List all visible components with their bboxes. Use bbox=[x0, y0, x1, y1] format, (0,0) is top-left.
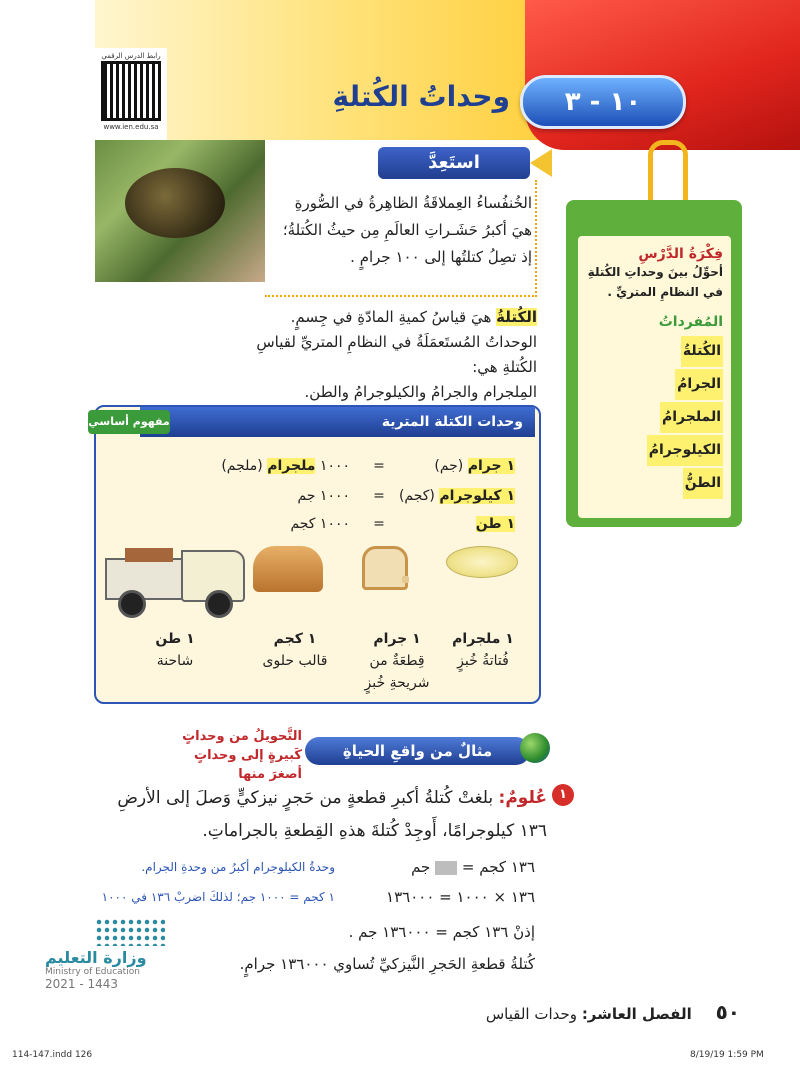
plate-icon bbox=[446, 546, 518, 578]
bread-slice-icon bbox=[362, 546, 408, 590]
unit-row-left: ١ جرام (جم) bbox=[434, 458, 515, 474]
conversion-note: التَّحويلُ من وحداتٍ كَبيرةٍ إلى وحداتٍ أصغرَ منها bbox=[182, 729, 302, 782]
arrow-icon bbox=[530, 149, 552, 177]
example-problem: عُلومٌ: بلغتْ كُتلةُ أكبرِ قطعةٍ من حَجرٍ نيزكيٍّ وَصلَ إلى الأرضِ ١٣٦ كيلوجرامًا، أَوجِدْ كُتلةَ هذهِ القِطعةِ بالجراماتِ. bbox=[117, 788, 547, 841]
item-label: ١ كجم قالب حلوى bbox=[262, 631, 328, 669]
truck-icon bbox=[105, 558, 187, 600]
page-footer bbox=[450, 1000, 740, 1024]
vocab-term: الجرامُ bbox=[675, 369, 723, 400]
definition-text bbox=[255, 305, 537, 405]
concept-tag: مفهوم أساسي bbox=[88, 410, 170, 434]
solution-step-4: كُتلةُ قطعةِ الحَجرِ النَّيزكيِّ تُساوي ١٣٦٠٠٠ جرامٍ. bbox=[239, 955, 535, 973]
ready-label: استَعِدَّ bbox=[378, 147, 530, 179]
beetle-icon bbox=[125, 168, 225, 238]
cake-loaf-icon bbox=[253, 546, 323, 592]
qr-code[interactable] bbox=[104, 64, 158, 118]
vocab-term: الكُتلةُ bbox=[681, 336, 723, 367]
print-stamp: 8/19/19 1:59 PM bbox=[690, 1050, 764, 1060]
truck-cargo bbox=[125, 548, 173, 562]
ministry-logo: وزارة التعليم Ministry of Education 2021 - 1443 bbox=[45, 948, 147, 991]
unit-row-right: ١٠٠٠ ملجرام (ملجم) bbox=[221, 458, 350, 474]
wheel-icon bbox=[118, 590, 146, 618]
unit-row-left: ١ طن bbox=[475, 516, 515, 532]
hint-2: ١ كجم = ١٠٠٠ جم؛ لذلكَ اضربْ ١٣٦ في ١٠٠٠ bbox=[101, 890, 335, 904]
unit-row-right: ١٠٠٠ جم bbox=[297, 488, 350, 504]
concept-title: وحدات الكتلة المترية bbox=[140, 407, 535, 437]
idea-text: أحوِّلُ بينَ وحداتِ الكُتلةِ في النظامِ المتريِّ . bbox=[587, 265, 723, 299]
blank-box bbox=[435, 861, 457, 875]
globe-icon bbox=[520, 733, 550, 763]
item-label: ١ جرام قِطعَةٌ من شريحةِ خُبزٍ bbox=[364, 631, 430, 691]
wheel-icon bbox=[205, 590, 233, 618]
hint-1: وحدةُ الكيلوجرام أكبرُ من وحدةِ الجرام. bbox=[141, 860, 335, 874]
ready-text: الخُنفُساءُ العِملاقَةُ الظاهِرةُ في الصُّورةِ هيَ أكبرُ حَشَـراتِ العالَمِ مِن حيثُ الكُتلةُ؛ إذ تصِلُ كتلتُها إلى ١٠٠ جرامٍ . bbox=[282, 194, 532, 266]
equals-sign: = bbox=[373, 516, 385, 532]
unit-row-right: ١٠٠٠ كجم bbox=[290, 516, 350, 532]
qr-url[interactable]: www.ien.edu.sa bbox=[103, 123, 159, 131]
example-number: ١ bbox=[552, 784, 574, 806]
equals-sign: = bbox=[373, 488, 385, 504]
chapter-label: الفصل العاشر: bbox=[581, 1005, 692, 1023]
chapter-name: وحدات القياس bbox=[485, 1005, 578, 1023]
solution-step-2: ١٣٦ × ١٠٠٠ = ١٣٦٠٠٠ bbox=[386, 888, 535, 906]
lesson-title: وحداتُ الكُتلةِ bbox=[332, 80, 510, 113]
vocab-term: الكيلوجرامُ bbox=[647, 435, 723, 466]
ministry-dots-icon bbox=[95, 918, 165, 946]
example-label: مثالٌ من واقعِ الحياةِ bbox=[305, 737, 530, 765]
item-label: ١ طن شاحنة bbox=[155, 631, 195, 669]
page-number: ٥٠ bbox=[715, 1000, 740, 1024]
qr-caption: رابط الدرس الرقمي bbox=[101, 52, 161, 60]
item-label: ١ ملجرام فُتاتةُ خُبزٍ bbox=[452, 631, 514, 669]
solution-step-3: إذنْ ١٣٦ كجم = ١٣٦٠٠٠ جم . bbox=[348, 923, 535, 941]
lesson-number: ١٠ - ٣ bbox=[520, 75, 686, 129]
unit-row-left: ١ كيلوجرام (كجم) bbox=[398, 488, 515, 504]
vocab-term: الملجرامُ bbox=[660, 402, 723, 433]
equals-sign: = bbox=[373, 458, 385, 474]
idea-title: فِكْرَةُ الدَّرْسِ bbox=[638, 246, 723, 262]
vocab-term: الطنُّ bbox=[683, 468, 723, 499]
print-file: 114-147.indd 126 bbox=[12, 1050, 93, 1060]
definition-line3: المِلجرام والجرامُ والكيلوجرامُ والطن. bbox=[304, 383, 537, 401]
definition-line2: الوحداتُ المُستَعمَلَةُ في النظامِ المتريِّ لقياسِ الكُتلةِ هي: bbox=[256, 333, 537, 376]
solution-step-1: ١٣٦ كجم = جم bbox=[411, 858, 535, 876]
lesson-idea-inner bbox=[578, 236, 731, 518]
definition-rest: هيَ قياسُ كميةِ المادّةِ في جِسمٍ. bbox=[290, 308, 497, 326]
definition-term: الكُتلةُ bbox=[496, 308, 537, 326]
bread-crumb-icon bbox=[402, 576, 409, 583]
vocab-title: المُفرداتُ bbox=[658, 314, 723, 330]
